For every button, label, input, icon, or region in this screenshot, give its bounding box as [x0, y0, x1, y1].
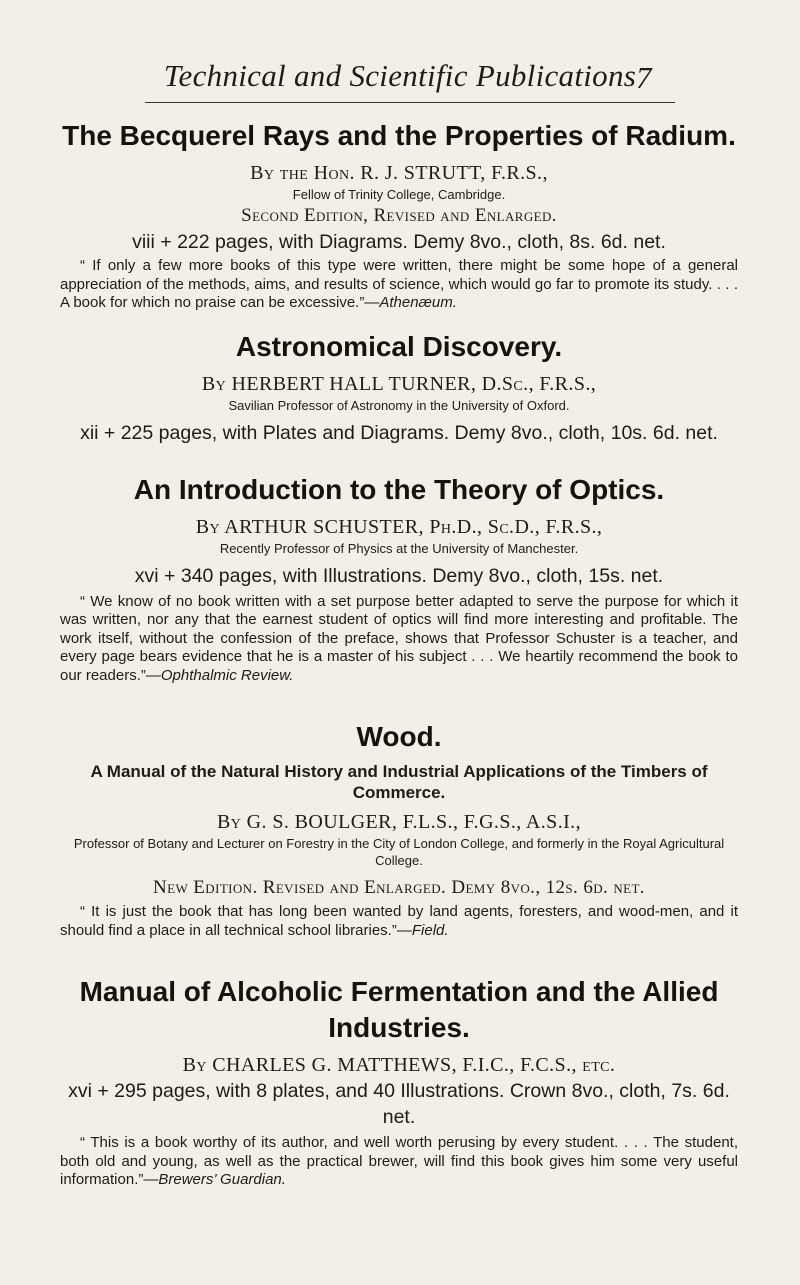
book-title: The Becquerel Rays and the Properties of Radium.	[62, 120, 736, 151]
review-source: Athenæum.	[379, 294, 457, 311]
review-quote	[60, 1134, 738, 1190]
header-rule	[145, 102, 675, 103]
review-quote	[60, 593, 738, 686]
book-edition: Second Edition, Revised and Enlarged.	[241, 205, 557, 226]
book-details: xii + 225 pages, with Plates and Diagrams. Demy 8vo., cloth, 10s. 6d. net.	[80, 421, 718, 444]
review-source: Brewers’ Guardian.	[158, 1171, 286, 1188]
book-details: New Edition. Revised and Enlarged. Demy 8vo., 12s. 6d. net.	[153, 877, 645, 898]
book-entry-optics	[60, 472, 738, 686]
book-entry-becquerel	[60, 118, 738, 313]
book-author: By G. S. BOULGER, F.L.S., F.G.S., A.S.I.,	[217, 811, 581, 833]
book-entry-wood	[60, 719, 738, 940]
book-title: Wood.	[356, 721, 442, 752]
book-subtitle: A Manual of the Natural History and Industrial Applications of the Timbers of Commerce.	[90, 762, 708, 802]
review-quote	[60, 257, 738, 313]
review-text: “ If only a few more books of this type were written, there might be some hope of a general appreciation of the methods, aims, and results of science, which would go far to promote its study. . . . A book for which no praise can be excessive.”—	[60, 257, 738, 311]
book-author: By CHARLES G. MATTHEWS, F.I.C., F.C.S., etc.	[182, 1054, 616, 1076]
page-number: 7	[636, 60, 652, 95]
book-title: An Introduction to the Theory of Optics.	[133, 473, 665, 505]
author-affiliation: Professor of Botany and Lecturer on Forestry in the City of London College, and formerly in the Royal Agricultural College.	[73, 836, 725, 868]
book-title: Manual of Alcoholic Fermentation and the Allied Industries.	[79, 976, 719, 1043]
review-source: Field.	[411, 921, 449, 939]
book-details: xvi + 340 pages, with Illustrations. Demy 8vo., cloth, 15s. net.	[134, 564, 664, 587]
author-affiliation: Recently Professor of Physics at the University of Manchester.	[219, 540, 579, 556]
book-entry-astronomical	[60, 329, 738, 446]
book-title: Astronomical Discovery.	[235, 330, 563, 362]
book-author: By HERBERT HALL TURNER, D.Sc., F.R.S.,	[201, 372, 597, 395]
author-affiliation: Savilian Professor of Astronomy in the University of Oxford.	[228, 397, 570, 413]
book-details: xvi + 295 pages, with 8 plates, and 40 Illustrations. Crown 8vo., cloth, 7s. 6d. net.	[68, 1080, 730, 1128]
review-source: Ophthalmic Review.	[160, 666, 294, 684]
review-text: “ It is just the book that has long been wanted by land agents, foresters, and wood-men, and it should find a place in all technical school libraries.”—	[60, 903, 738, 939]
running-head	[0, 58, 800, 102]
book-entry-fermentation	[60, 974, 738, 1190]
review-text: “ This is a book worthy of its author, and well worth perusing by every student. . . . The student, both old and young, as well as the practical brewer, will find this book gives him some very useful information.”—	[60, 1134, 738, 1188]
running-head-title: Technical and Scientific Publications	[163, 58, 637, 93]
author-affiliation: Fellow of Trinity College, Cambridge.	[292, 187, 506, 202]
book-author: By the Hon. R. J. STRUTT, F.R.S.,	[250, 162, 548, 184]
review-text: “ We know of no book written with a set purpose better adapted to serve the purpose for which it was written, nor any that the earnest student of optics will find more interesting and profitable. The work itself, without the confession of the preface, shows that Professor Schuster is a teacher, and every page bears evidence that he is a master of his subject . . . We heartily recommend the book to our readers.”—	[60, 592, 738, 684]
book-details: viii + 222 pages, with Diagrams. Demy 8vo., cloth, 8s. 6d. net.	[132, 231, 666, 253]
review-quote	[60, 903, 738, 940]
book-author: By ARTHUR SCHUSTER, Ph.D., Sc.D., F.R.S.,	[195, 515, 603, 538]
page-body	[60, 118, 738, 1190]
